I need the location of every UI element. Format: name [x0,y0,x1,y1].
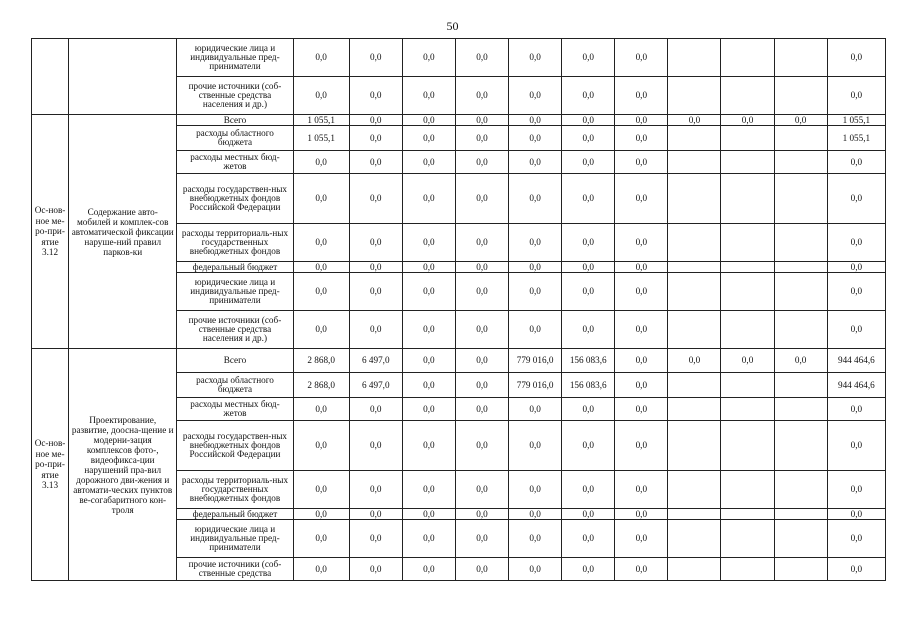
value-cell: 0,0 [402,115,455,126]
source-cell: расходы местных бюд-жетов [177,398,293,421]
value-cell [668,126,721,151]
value-cell: 0,0 [293,311,349,349]
value-cell: 0,0 [509,311,562,349]
value-cell [721,39,774,77]
value-cell [774,520,827,558]
value-cell: 0,0 [721,115,774,126]
value-cell [668,398,721,421]
source-cell: Всего [177,349,293,373]
value-cell: 0,0 [455,311,508,349]
source-cell: юридические лица и индивидуальные пред-приниматели [177,520,293,558]
value-cell: 0,0 [509,558,562,581]
value-cell: 0,0 [774,115,827,126]
value-cell [774,311,827,349]
table-row [32,39,886,77]
value-cell: 0,0 [615,471,668,509]
value-cell: 0,0 [455,471,508,509]
value-cell: 0,0 [293,471,349,509]
source-cell: федеральный бюджет [177,262,293,273]
value-cell: 0,0 [668,349,721,373]
value-cell: 0,0 [455,398,508,421]
value-cell [774,273,827,311]
activity-code: Ос-нов-ное ме-ро-при-ятие 3.13 [32,349,69,581]
value-cell: 0,0 [615,520,668,558]
value-cell: 0,0 [615,398,668,421]
value-cell: 779 016,0 [509,373,562,398]
value-cell: 0,0 [827,421,885,471]
value-cell: 0,0 [293,421,349,471]
value-cell: 0,0 [615,39,668,77]
source-cell: расходы государствен-ных внебюджетных фондов Российской Федерации [177,421,293,471]
value-cell [668,273,721,311]
value-cell: 0,0 [402,558,455,581]
value-cell: 0,0 [349,471,402,509]
source-cell: юридические лица и индивидуальные пред-приниматели [177,39,293,77]
source-cell: расходы местных бюд-жетов [177,151,293,174]
value-cell: 0,0 [349,77,402,115]
value-cell: 0,0 [402,262,455,273]
value-cell: 0,0 [562,273,615,311]
value-cell: 0,0 [509,509,562,520]
value-cell [721,471,774,509]
value-cell: 0,0 [562,520,615,558]
value-cell: 0,0 [455,520,508,558]
value-cell: 0,0 [293,558,349,581]
value-cell [774,77,827,115]
value-cell: 0,0 [402,39,455,77]
value-cell: 0,0 [615,224,668,262]
value-cell [668,174,721,224]
value-cell: 0,0 [562,398,615,421]
value-cell: 0,0 [293,224,349,262]
table-row [32,115,886,126]
value-cell: 0,0 [615,174,668,224]
source-cell: прочие источники (соб-ственные средства [177,558,293,581]
value-cell: 0,0 [402,224,455,262]
value-cell: 0,0 [827,558,885,581]
title-cell-empty [69,39,177,115]
value-cell: 0,0 [615,509,668,520]
value-cell: 0,0 [509,174,562,224]
value-cell [668,471,721,509]
value-cell: 0,0 [349,151,402,174]
value-cell: 156 083,6 [562,349,615,373]
value-cell [774,151,827,174]
value-cell: 1 055,1 [293,115,349,126]
value-cell: 0,0 [349,558,402,581]
value-cell: 2 868,0 [293,349,349,373]
value-cell [721,77,774,115]
value-cell [774,224,827,262]
value-cell: 0,0 [349,421,402,471]
value-cell: 0,0 [293,39,349,77]
value-cell: 0,0 [615,273,668,311]
value-cell [721,373,774,398]
value-cell: 0,0 [827,77,885,115]
value-cell: 2 868,0 [293,373,349,398]
value-cell [721,262,774,273]
value-cell: 0,0 [402,151,455,174]
value-cell: 0,0 [774,349,827,373]
activity-code: Ос-нов-ное ме-ро-при-ятие 3.12 [32,115,69,349]
value-cell [668,373,721,398]
value-cell: 0,0 [509,224,562,262]
value-cell: 0,0 [402,520,455,558]
value-cell: 0,0 [615,373,668,398]
value-cell: 0,0 [562,39,615,77]
value-cell: 0,0 [827,39,885,77]
value-cell: 0,0 [402,174,455,224]
value-cell: 0,0 [615,311,668,349]
value-cell: 0,0 [562,174,615,224]
value-cell: 0,0 [402,311,455,349]
value-cell [774,398,827,421]
value-cell: 0,0 [293,77,349,115]
value-cell: 0,0 [562,151,615,174]
value-cell: 0,0 [455,262,508,273]
value-cell: 0,0 [293,273,349,311]
value-cell: 0,0 [615,77,668,115]
page-number: 50 [446,19,459,33]
value-cell [774,174,827,224]
value-cell: 0,0 [349,115,402,126]
value-cell: 0,0 [402,471,455,509]
value-cell: 0,0 [349,520,402,558]
value-cell: 156 083,6 [562,373,615,398]
value-cell: 0,0 [509,77,562,115]
value-cell: 0,0 [827,520,885,558]
value-cell [774,421,827,471]
value-cell: 0,0 [455,509,508,520]
source-cell: прочие источники (соб-ственные средства населения и др.) [177,311,293,349]
value-cell: 0,0 [402,77,455,115]
value-cell: 0,0 [402,126,455,151]
value-cell: 779 016,0 [509,349,562,373]
value-cell: 0,0 [827,509,885,520]
value-cell [668,262,721,273]
value-cell: 0,0 [827,224,885,262]
value-cell [774,509,827,520]
value-cell: 0,0 [827,471,885,509]
value-cell: 0,0 [455,126,508,151]
value-cell: 944 464,6 [827,373,885,398]
value-cell: 0,0 [402,373,455,398]
value-cell: 0,0 [509,39,562,77]
value-cell [668,77,721,115]
value-cell [668,224,721,262]
value-cell: 0,0 [562,509,615,520]
value-cell [668,509,721,520]
value-cell: 0,0 [615,126,668,151]
value-cell: 0,0 [455,224,508,262]
value-cell: 0,0 [455,273,508,311]
value-cell: 1 055,1 [293,126,349,151]
value-cell: 0,0 [827,151,885,174]
source-cell: расходы областного бюджета [177,126,293,151]
value-cell: 0,0 [827,398,885,421]
value-cell: 0,0 [349,398,402,421]
value-cell: 0,0 [615,262,668,273]
value-cell: 0,0 [827,262,885,273]
value-cell: 0,0 [455,151,508,174]
value-cell [721,224,774,262]
value-cell: 0,0 [402,509,455,520]
table-row [32,349,886,373]
value-cell: 0,0 [615,349,668,373]
value-cell: 0,0 [668,115,721,126]
source-cell: Всего [177,115,293,126]
value-cell: 0,0 [455,77,508,115]
value-cell: 0,0 [562,77,615,115]
value-cell: 0,0 [349,262,402,273]
value-cell [721,174,774,224]
value-cell: 0,0 [455,421,508,471]
value-cell [668,558,721,581]
value-cell: 0,0 [562,115,615,126]
value-cell: 0,0 [509,262,562,273]
value-cell: 1 055,1 [827,126,885,151]
value-cell: 0,0 [827,273,885,311]
source-cell: расходы территориаль-ных государственных внебюджетных фондов [177,224,293,262]
value-cell: 0,0 [827,174,885,224]
value-cell: 0,0 [615,151,668,174]
value-cell: 0,0 [293,398,349,421]
value-cell [668,520,721,558]
value-cell [721,398,774,421]
value-cell: 0,0 [509,115,562,126]
activity-title: Проектирование, развитие, доосна-щение и модерни-зация комплексов фото-, видеофикса-ции нарушений пра-вил дорожного дви-жения и автомати-ческих пунктов ве-согабаритного кон-троля [69,349,177,581]
value-cell: 0,0 [455,373,508,398]
value-cell [774,471,827,509]
value-cell: 0,0 [562,262,615,273]
activity-title: Содержание авто-мобилей и комплек-сов автоматической фиксации наруше-ний правил парков-ки [69,115,177,349]
value-cell: 0,0 [349,126,402,151]
value-cell [721,126,774,151]
value-cell: 0,0 [509,151,562,174]
value-cell: 0,0 [402,398,455,421]
source-cell: расходы областного бюджета [177,373,293,398]
value-cell: 0,0 [349,39,402,77]
value-cell: 0,0 [509,126,562,151]
value-cell: 0,0 [562,311,615,349]
value-cell [721,151,774,174]
value-cell: 0,0 [721,349,774,373]
value-cell: 0,0 [615,421,668,471]
value-cell: 0,0 [562,558,615,581]
value-cell: 0,0 [402,349,455,373]
value-cell [721,520,774,558]
value-cell: 0,0 [349,174,402,224]
value-cell: 0,0 [455,174,508,224]
code-cell-empty [32,39,69,115]
value-cell: 0,0 [509,421,562,471]
value-cell [774,558,827,581]
value-cell: 0,0 [455,349,508,373]
value-cell: 944 464,6 [827,349,885,373]
value-cell: 0,0 [562,126,615,151]
value-cell [721,558,774,581]
value-cell: 0,0 [402,421,455,471]
value-cell [668,151,721,174]
budget-table [31,38,886,581]
value-cell: 1 055,1 [827,115,885,126]
table-body [32,39,886,581]
value-cell: 0,0 [509,398,562,421]
value-cell: 0,0 [615,115,668,126]
value-cell: 0,0 [293,509,349,520]
value-cell [668,39,721,77]
value-cell: 0,0 [293,262,349,273]
value-cell [721,509,774,520]
value-cell: 0,0 [349,273,402,311]
value-cell: 0,0 [349,509,402,520]
source-cell: юридические лица и индивидуальные пред-приниматели [177,273,293,311]
value-cell: 0,0 [293,520,349,558]
source-cell: федеральный бюджет [177,509,293,520]
source-cell: прочие источники (соб-ственные средства населения и др.) [177,77,293,115]
value-cell [774,373,827,398]
value-cell: 6 497,0 [349,349,402,373]
value-cell: 0,0 [562,421,615,471]
value-cell: 0,0 [349,224,402,262]
value-cell: 6 497,0 [349,373,402,398]
value-cell: 0,0 [349,311,402,349]
value-cell [668,311,721,349]
value-cell [774,126,827,151]
value-cell [774,39,827,77]
value-cell: 0,0 [293,151,349,174]
value-cell: 0,0 [827,311,885,349]
value-cell [721,421,774,471]
value-cell: 0,0 [293,174,349,224]
value-cell: 0,0 [509,520,562,558]
value-cell: 0,0 [455,115,508,126]
source-cell: расходы государствен-ных внебюджетных фондов Российской Федерации [177,174,293,224]
value-cell [721,311,774,349]
source-cell: расходы территориаль-ных государственных внебюджетных фондов [177,471,293,509]
value-cell: 0,0 [509,273,562,311]
value-cell: 0,0 [509,471,562,509]
value-cell: 0,0 [455,39,508,77]
value-cell [668,421,721,471]
value-cell [774,262,827,273]
value-cell: 0,0 [615,558,668,581]
value-cell: 0,0 [455,558,508,581]
value-cell [721,273,774,311]
value-cell: 0,0 [562,224,615,262]
value-cell: 0,0 [402,273,455,311]
value-cell: 0,0 [562,471,615,509]
